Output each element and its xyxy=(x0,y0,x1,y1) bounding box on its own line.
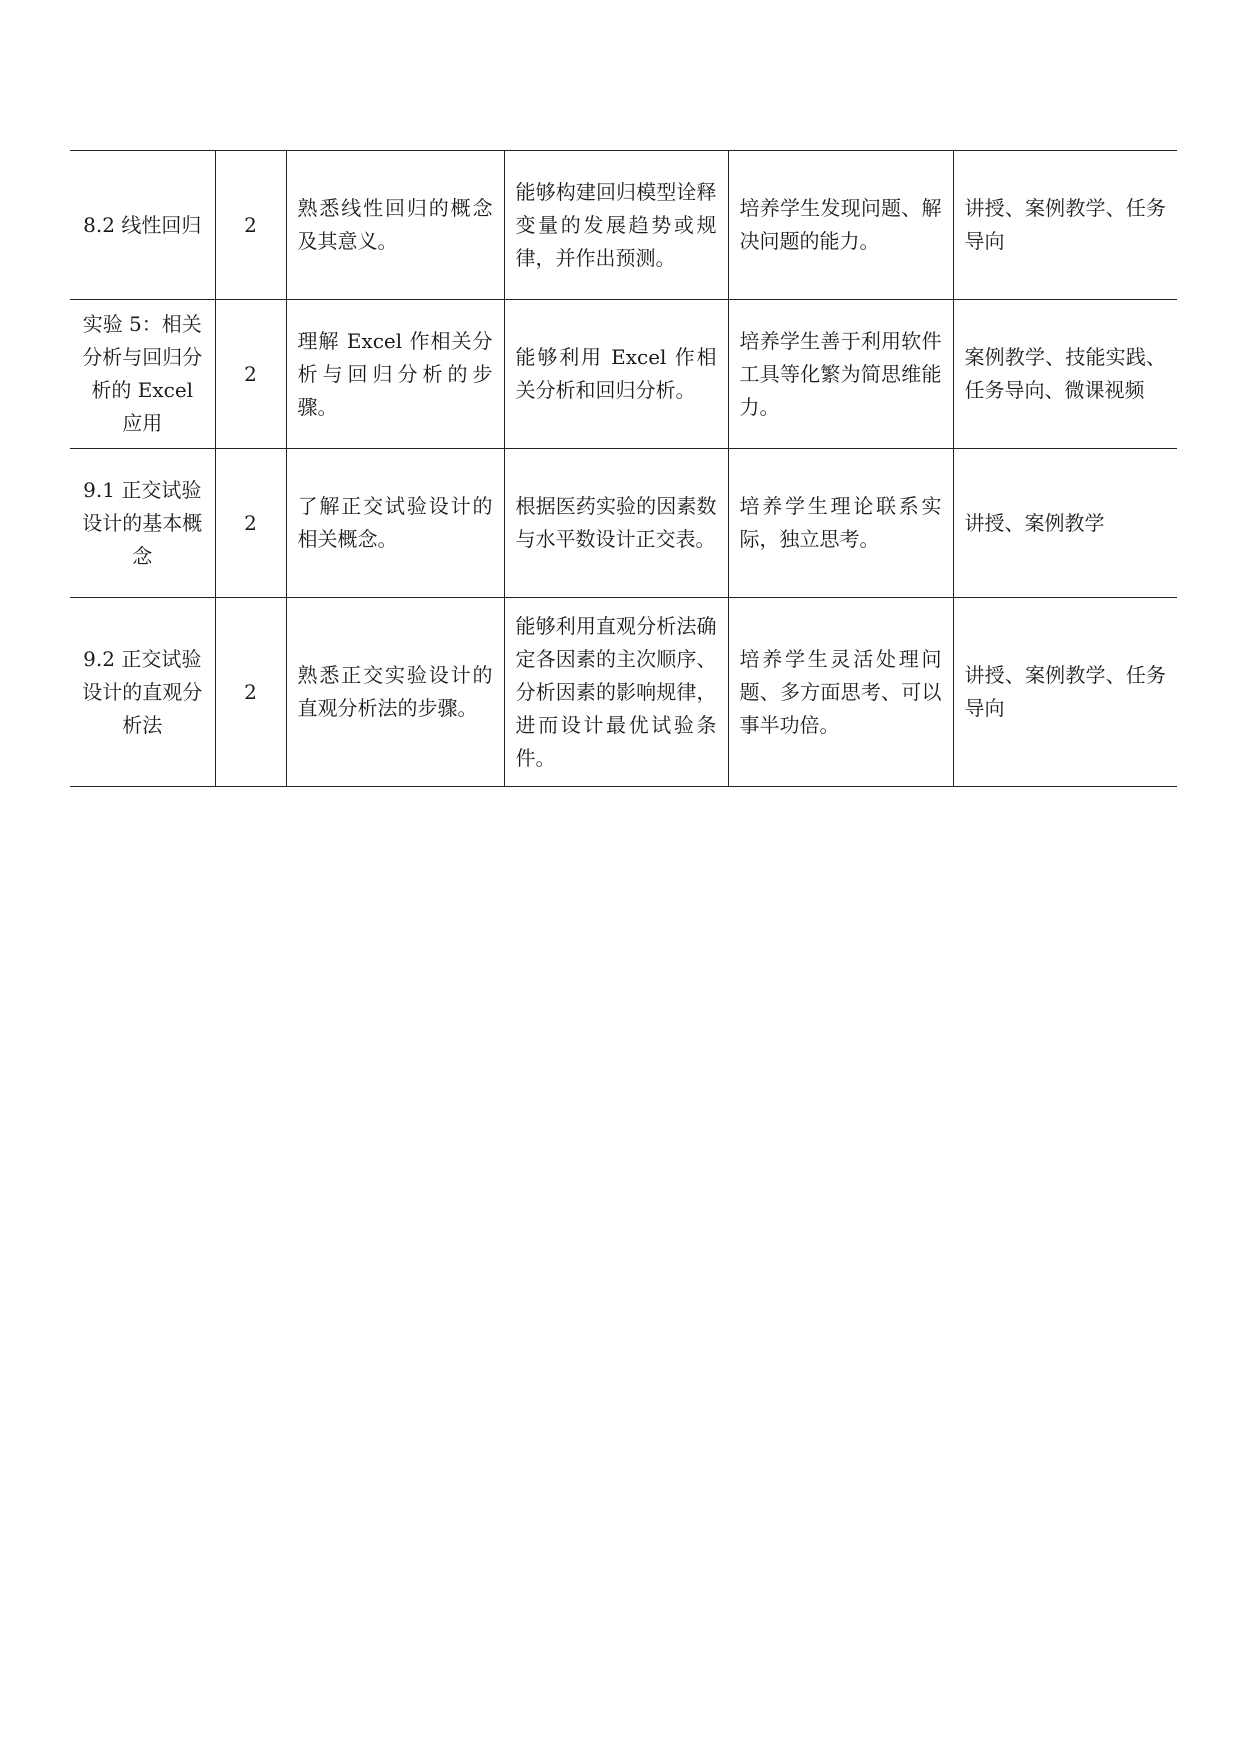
quality-objective-cell: 培养学生灵活处理问题、多方面思考、可以事半功倍。 xyxy=(728,598,953,787)
teaching-method-cell: 案例教学、技能实践、任务导向、微课视频 xyxy=(953,300,1177,449)
ability-objective-cell: 能够利用直观分析法确定各因素的主次顺序、分析因素的影响规律，进而设计最优试验条件。 xyxy=(504,598,728,787)
topic-cell: 9.1 正交试验设计的基本概念 xyxy=(70,449,215,598)
teaching-method-cell: 讲授、案例教学、任务导向 xyxy=(953,151,1177,300)
topic-cell: 8.2 线性回归 xyxy=(70,151,215,300)
quality-objective-cell: 培养学生发现问题、解决问题的能力。 xyxy=(728,151,953,300)
ability-objective-cell: 根据医药实验的因素数与水平数设计正交表。 xyxy=(504,449,728,598)
ability-objective-cell: 能够利用 Excel 作相关分析和回归分析。 xyxy=(504,300,728,449)
hours-cell: 2 xyxy=(215,151,286,300)
hours-cell: 2 xyxy=(215,598,286,787)
teaching-method-cell: 讲授、案例教学 xyxy=(953,449,1177,598)
knowledge-objective-cell: 熟悉线性回归的概念及其意义。 xyxy=(286,151,504,300)
knowledge-objective-cell: 熟悉正交实验设计的直观分析法的步骤。 xyxy=(286,598,504,787)
topic-cell: 实验 5：相关分析与回归分析的 Excel 应用 xyxy=(70,300,215,449)
table-row xyxy=(70,151,1177,300)
table-row xyxy=(70,598,1177,787)
knowledge-objective-cell: 了解正交试验设计的相关概念。 xyxy=(286,449,504,598)
hours-cell: 2 xyxy=(215,449,286,598)
hours-cell: 2 xyxy=(215,300,286,449)
quality-objective-cell: 培养学生善于利用软件工具等化繁为简思维能力。 xyxy=(728,300,953,449)
quality-objective-cell: 培养学生理论联系实际，独立思考。 xyxy=(728,449,953,598)
knowledge-objective-cell: 理解 Excel 作相关分析与回归分析的步骤。 xyxy=(286,300,504,449)
syllabus-table xyxy=(70,150,1177,787)
teaching-method-cell: 讲授、案例教学、任务导向 xyxy=(953,598,1177,787)
table-row xyxy=(70,300,1177,449)
topic-cell: 9.2 正交试验设计的直观分析法 xyxy=(70,598,215,787)
table-row xyxy=(70,449,1177,598)
ability-objective-cell: 能够构建回归模型诠释变量的发展趋势或规律，并作出预测。 xyxy=(504,151,728,300)
